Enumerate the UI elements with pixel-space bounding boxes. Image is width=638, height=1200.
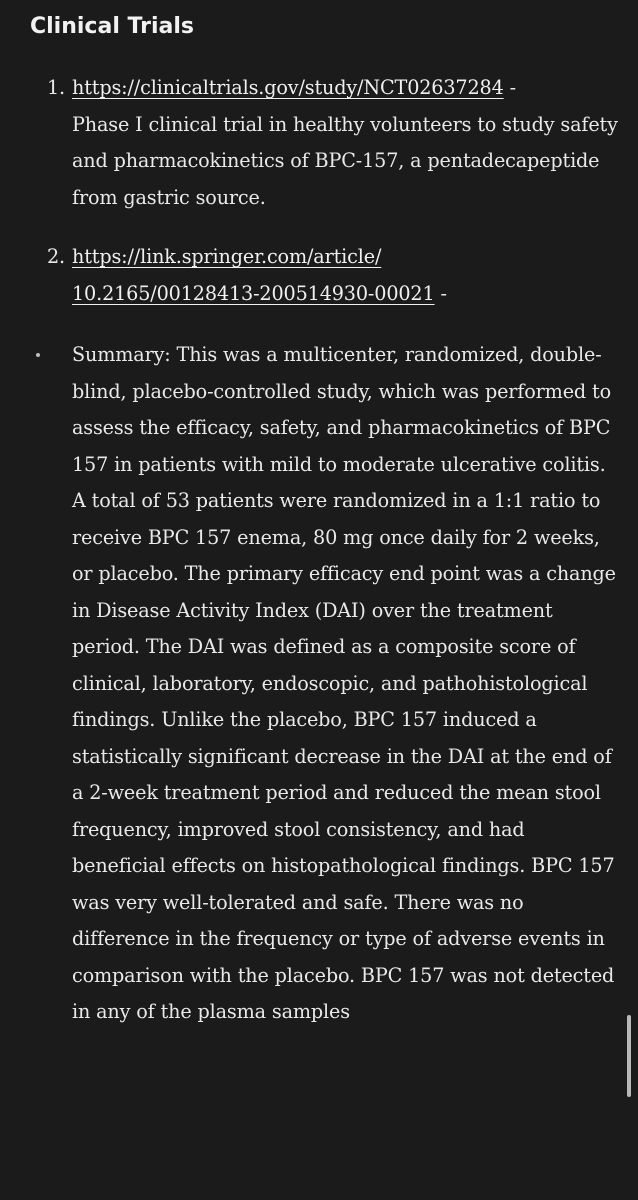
trial-number: 1.: [47, 76, 66, 99]
trials-list: [0, 70, 638, 312]
trial-link-springer-line1: https://link.springer.com/article/: [72, 245, 382, 268]
bullet-icon: [36, 353, 40, 357]
trial-description: Phase I clinical trial in healthy volunteers to study safety and pharmacokinetics of BPC-157, a pentadecapeptide from gastric source.: [72, 112, 618, 209]
trial-link-springer[interactable]: [72, 245, 435, 305]
summary-item: [0, 337, 638, 1031]
trial-separator: -: [503, 76, 516, 99]
section-heading: Clinical Trials: [30, 14, 194, 39]
scrollbar-thumb[interactable]: [627, 1015, 631, 1097]
summary-list: [0, 337, 638, 1031]
trial-link-springer-line2: 10.2165/00128413-200514930-00021: [72, 281, 435, 305]
trial-separator: -: [434, 281, 447, 305]
trial-number: 2.: [47, 245, 66, 268]
trial-item-2: [0, 239, 638, 312]
trial-link-clinicaltrials[interactable]: https://clinicaltrials.gov/study/NCT02637284: [72, 76, 504, 99]
summary-text: Summary: This was a multicenter, randomized, double-blind, placebo-controlled study, which was performed to assess the efficacy, safety, and pharmacokinetics of BPC 157 in patients with mild to moderate ulcerative colitis. A total of 53 patients were randomized in a 1:1 ratio to receive BPC 157 enema, 80 mg once daily for 2 weeks, or placebo. The primary efficacy end point was a change in Disease Activity Index (DAI) over the treatment period. The DAI was defined as a composite score of clinical, laboratory, endoscopic, and pathohistological findings. Unlike the placebo, BPC 157 induced a statistically significant decrease in the DAI at the end of a 2-week treatment period and reduced the mean stool frequency, improved stool consistency, and had beneficial effects on histopathological findings. BPC 157 was very well-tolerated and safe. There was no difference in the frequency or type of adverse events in comparison with the placebo. BPC 157 was not detected in any of the plasma samples: [72, 343, 616, 1023]
trial-item-1: [0, 70, 638, 216]
